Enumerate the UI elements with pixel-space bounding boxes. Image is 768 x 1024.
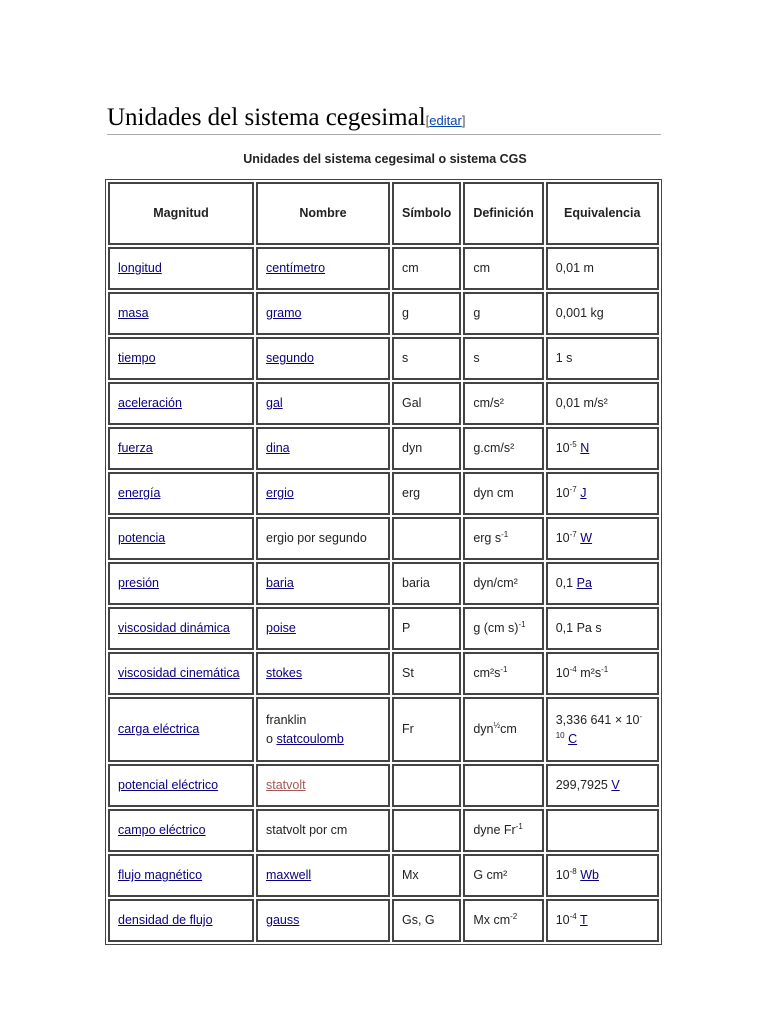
cell-simbolo: Gal (392, 382, 461, 425)
cell-simbolo (392, 809, 461, 852)
header-row (108, 182, 659, 245)
cgs-units-table (105, 179, 662, 945)
unit-link[interactable]: J (580, 486, 587, 500)
table-row (108, 854, 659, 897)
cell-magnitud (108, 607, 254, 650)
table-row (108, 899, 659, 942)
cell-simbolo: s (392, 337, 461, 380)
cell-magnitud (108, 292, 254, 335)
cell-equivalencia: $10^{-4}$ $m^2s^{-1}$ (546, 652, 659, 695)
cell-definicion: g (463, 292, 543, 335)
magnitud-link[interactable]: tiempo (118, 351, 156, 365)
cell-definicion: s (463, 337, 543, 380)
cell-simbolo: baria (392, 562, 461, 605)
cell-nombre (256, 382, 390, 425)
unit-link[interactable]: Pa (576, 576, 592, 590)
cell-magnitud (108, 517, 254, 560)
header-equivalencia: Equivalencia (546, 182, 659, 245)
cell-magnitud (108, 899, 254, 942)
cell-simbolo (392, 764, 461, 807)
cell-definicion: dyn/cm² (463, 562, 543, 605)
cell-simbolo (392, 517, 461, 560)
nombre-link[interactable]: segundo (266, 351, 314, 365)
nombre-link[interactable]: gauss (266, 913, 300, 927)
cell-nombre (256, 292, 390, 335)
table-row (108, 517, 659, 560)
nombre-link[interactable]: gramo (266, 306, 302, 320)
nombre-link[interactable]: statvolt (266, 778, 306, 792)
cell-nombre (256, 247, 390, 290)
magnitud-link[interactable]: presión (118, 576, 159, 590)
cell-definicion: g (cm s)$^{-1}$ (463, 607, 543, 650)
cell-magnitud (108, 854, 254, 897)
cell-equivalencia: $10^{-7}$ J (546, 472, 659, 515)
table-caption: Unidades del sistema cegesimal o sistema CGS (243, 152, 527, 166)
cell-magnitud (108, 472, 254, 515)
section-title: Unidades del sistema cegesimal (107, 104, 426, 131)
cell-nombre (256, 562, 390, 605)
cell-equivalencia: 0,01 m (546, 247, 659, 290)
statcoulomb-link[interactable]: statcoulomb (276, 731, 344, 746)
edit-link[interactable]: editar (429, 113, 462, 128)
cell-definicion: erg $s^{-1}$ (463, 517, 543, 560)
magnitud-link[interactable]: viscosidad dinámica (118, 621, 230, 635)
cell-equivalencia: 1 s (546, 337, 659, 380)
edit-section: [editar] (425, 113, 466, 128)
magnitud-link[interactable]: aceleración (118, 396, 182, 410)
unit-link[interactable]: C (568, 731, 578, 746)
cell-magnitud (108, 427, 254, 470)
table-row (108, 292, 659, 335)
cell-equivalencia: $10^{-8}$ Wb (546, 854, 659, 897)
cell-simbolo: Mx (392, 854, 461, 897)
unit-link[interactable]: T (580, 913, 588, 927)
cell-simbolo: cm (392, 247, 461, 290)
cell-equivalencia: 0,1 Pa (546, 562, 659, 605)
nombre-link[interactable]: poise (266, 621, 296, 635)
nombre-link[interactable]: baria (266, 576, 294, 590)
cell-definicion: dyn$^{\frac{1}{2}}$cm (463, 697, 543, 762)
unit-link[interactable]: N (580, 441, 590, 455)
cell-equivalencia: $10^{-5}$ N (546, 427, 659, 470)
magnitud-link[interactable]: carga eléctrica (118, 722, 200, 736)
table-row (108, 697, 659, 762)
cell-nombre: ergio por segundo (256, 517, 390, 560)
cell-magnitud (108, 562, 254, 605)
cell-magnitud (108, 247, 254, 290)
cell-equivalencia: 0,01 m/s² (546, 382, 659, 425)
cell-simbolo: erg (392, 472, 461, 515)
table-row (108, 764, 659, 807)
magnitud-link[interactable]: flujo magnético (118, 868, 203, 882)
unit-link[interactable]: V (611, 778, 620, 792)
cell-definicion (463, 764, 543, 807)
cell-nombre (256, 427, 390, 470)
cell-magnitud (108, 697, 254, 762)
magnitud-link[interactable]: fuerza (118, 441, 153, 455)
section-heading (107, 104, 661, 135)
cell-nombre: statvolt por cm (256, 809, 390, 852)
cell-simbolo: Fr (392, 697, 461, 762)
cell-simbolo: dyn (392, 427, 461, 470)
unit-link[interactable]: W (580, 531, 593, 545)
nombre-link[interactable]: stokes (266, 666, 303, 680)
cell-magnitud (108, 652, 254, 695)
cell-nombre (256, 764, 390, 807)
table-row (108, 607, 659, 650)
nombre-link[interactable]: ergio (266, 486, 294, 500)
nombre-link[interactable]: centímetro (266, 261, 326, 275)
cell-magnitud (108, 764, 254, 807)
cell-nombre (256, 899, 390, 942)
header-definicion: Definición (463, 182, 543, 245)
cell-nombre: franklin o statcoulomb (256, 697, 390, 762)
magnitud-link[interactable]: campo eléctrico (118, 823, 206, 837)
magnitud-link[interactable]: energía (118, 486, 161, 500)
cell-equivalencia: $10^{-7}$ W (546, 517, 659, 560)
cell-simbolo: P (392, 607, 461, 650)
cell-simbolo: Gs, G (392, 899, 461, 942)
cell-nombre (256, 472, 390, 515)
magnitud-link[interactable]: masa (118, 306, 149, 320)
nombre-link[interactable]: dina (266, 441, 290, 455)
nombre-link[interactable]: gal (266, 396, 283, 410)
cell-equivalencia: 0,001 kg (546, 292, 659, 335)
table-row (108, 247, 659, 290)
magnitud-link[interactable]: potencia (118, 531, 166, 545)
cell-nombre (256, 652, 390, 695)
cell-equivalencia: 299,7925 V (546, 764, 659, 807)
table-row (108, 809, 659, 852)
table-row (108, 382, 659, 425)
magnitud-link[interactable]: densidad de flujo (118, 913, 213, 927)
header-magnitud: Magnitud (108, 182, 254, 245)
cell-definicion: cm/s² (463, 382, 543, 425)
cell-equivalencia: 0,1 Pa s (546, 607, 659, 650)
cell-definicion: Mx $cm^{-2}$ (463, 899, 543, 942)
cell-nombre (256, 607, 390, 650)
nombre-link[interactable]: maxwell (266, 868, 312, 882)
cell-definicion: dyn cm (463, 472, 543, 515)
cell-nombre (256, 337, 390, 380)
unit-link[interactable]: Wb (580, 868, 599, 882)
cell-equivalencia: $10^{-4}$ T (546, 899, 659, 942)
magnitud-link[interactable]: potencial eléctrico (118, 778, 219, 792)
cell-magnitud (108, 382, 254, 425)
magnitud-link[interactable]: viscosidad cinemática (118, 666, 240, 680)
cell-definicion: cm (463, 247, 543, 290)
cell-equivalencia: 3,336 641 × 10- $^{10}$ C (546, 697, 659, 762)
table-row (108, 337, 659, 380)
cell-simbolo: g (392, 292, 461, 335)
cell-definicion: g.cm/s² (463, 427, 543, 470)
header-simbolo: Símbolo (392, 182, 461, 245)
table-row (108, 472, 659, 515)
cell-definicion: $cm^2s^{-1}$ (463, 652, 543, 695)
cell-simbolo: St (392, 652, 461, 695)
cell-magnitud (108, 809, 254, 852)
table-row (108, 562, 659, 605)
magnitud-link[interactable]: longitud (118, 261, 162, 275)
table-row (108, 652, 659, 695)
cell-nombre (256, 854, 390, 897)
table-row (108, 427, 659, 470)
cell-definicion: G cm² (463, 854, 543, 897)
cell-equivalencia (546, 809, 659, 852)
cell-magnitud (108, 337, 254, 380)
header-nombre: Nombre (256, 182, 390, 245)
cell-definicion: dyne $Fr^{-1}$ (463, 809, 543, 852)
